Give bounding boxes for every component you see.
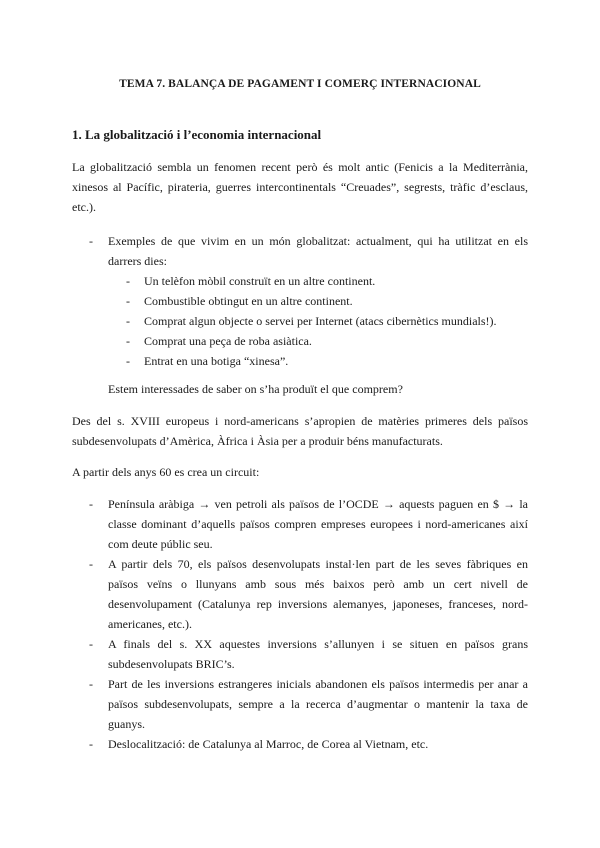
example-item: Entrat en una botiga “xinesa”. — [144, 354, 289, 368]
example-item: Un telèfon mòbil construït en un altre continent. — [144, 274, 376, 288]
bullet-dash: - — [126, 294, 130, 308]
list-item — [72, 271, 528, 291]
bullet-dash: - — [126, 314, 130, 328]
list-item — [72, 351, 528, 371]
list-item — [72, 674, 528, 734]
bullet-dash: - — [89, 677, 93, 691]
bullet-dash: - — [126, 354, 130, 368]
example-item: Comprat algun objecte o servei per Internet (atacs cibernètics mundials!). — [144, 314, 497, 328]
circuit-item: Deslocalització: de Catalunya al Marroc, de Corea al Vietnam, etc. — [108, 737, 429, 751]
section-heading: 1. La globalització i l’economia internacional — [72, 127, 322, 142]
list-item — [72, 231, 528, 371]
intro-paragraph: La globalització sembla un fenomen recent però és molt antic (Fenicis a la Mediterrània, xinesos al Pacífic, pirateria, guerres intercontinentals “Creuades”, segrests, tràfic d’esclaus, etc.). — [72, 160, 528, 214]
list-item — [72, 331, 528, 351]
examples-sublist — [72, 271, 528, 371]
examples-lead: Exemples de que vivim en un món globalitzat: actualment, qui ha utilitzat en els darrers dies: — [108, 234, 528, 268]
list-item — [72, 734, 528, 754]
bullet-dash: - — [89, 234, 93, 248]
circuit-item: A finals del s. XX aquestes inversions s’allunyen i se situen en països grans subdesenvolupats BRIC’s. — [108, 637, 528, 671]
bullet-dash: - — [89, 737, 93, 751]
paragraph-3: A partir dels anys 60 es crea un circuit: — [72, 465, 260, 479]
bullet-dash: - — [89, 557, 93, 571]
list-item — [72, 494, 528, 554]
interest-note: Estem interessades de saber on s’ha produït el que comprem? — [108, 382, 403, 396]
bullet-dash: - — [126, 274, 130, 288]
circuit-item: Part de les inversions estrangeres inicials abandonen els països intermedis per anar a països subdesenvolupats, sempre a la recerca d’augmentar o mantenir la taxa de guanys. — [108, 677, 528, 731]
list-item — [72, 291, 528, 311]
list-item — [72, 311, 528, 331]
circuit-item: A partir dels 70, els països desenvolupats instal·len part de les seves fàbriques en països veïns o llunyans amb sous més baixos però amb un cert nivell de desenvolupament (Catalunya rep inversions alemanyes, japoneses, franceses, nord-americanes, etc.). — [108, 557, 528, 631]
paragraph-2: Des del s. XVIII europeus i nord-americans s’apropien de matèries primeres dels països subdesenvolupats d’Amèrica, Àfrica i Àsia per a produir béns manufacturats. — [72, 414, 528, 448]
document-title: TEMA 7. BALANÇA DE PAGAMENT I COMERÇ INTERNACIONAL — [119, 78, 481, 90]
circuit-list — [72, 494, 528, 754]
example-item: Comprat una peça de roba asiàtica. — [144, 334, 312, 348]
examples-list — [72, 231, 528, 371]
circuit-item: Península aràbiga → ven petroli als països de l’OCDE → aquests paguen en $ → la classe dominant d’aquells països compren empreses europees i nord-americanes així com deute públic seu. — [108, 497, 528, 551]
list-item — [72, 554, 528, 634]
bullet-dash: - — [89, 497, 93, 511]
bullet-dash: - — [89, 637, 93, 651]
example-item: Combustible obtingut en un altre continent. — [144, 294, 353, 308]
bullet-dash: - — [126, 334, 130, 348]
list-item — [72, 634, 528, 674]
